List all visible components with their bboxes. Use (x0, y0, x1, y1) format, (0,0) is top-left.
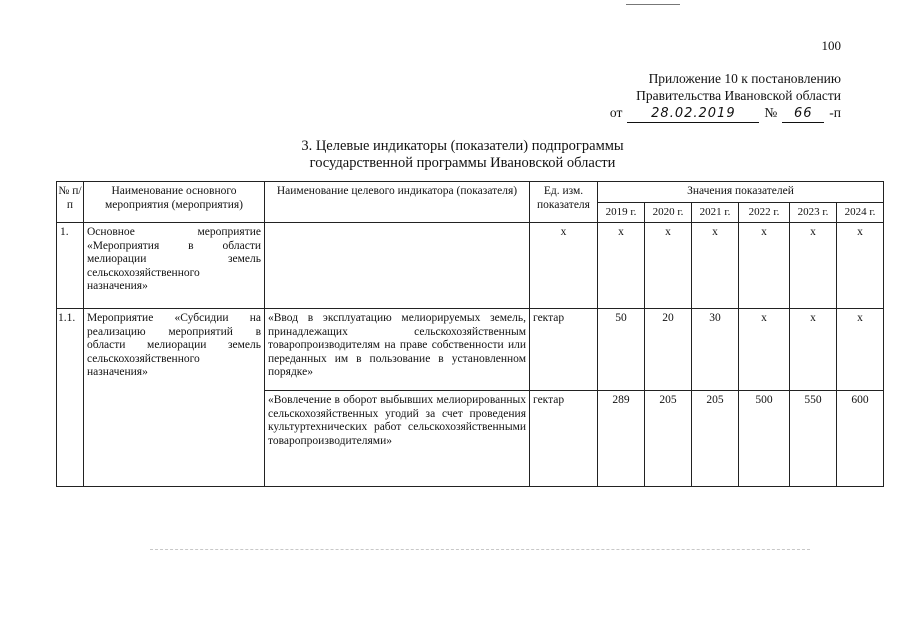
header-year: 2023 г. (790, 202, 837, 223)
appendix-header (610, 70, 841, 123)
title-line-1: 3. Целевые индикаторы (показатели) подпрограммы (301, 138, 624, 154)
row-indicator: «Ввод в эксплуатацию мелиорируемых земель, принадлежащих сельскохозяйственным товаропроизводителям на праве собственности или переданных им в пользование в установленном порядке» (265, 309, 530, 391)
row-value: 20 (645, 309, 692, 391)
row-value: 205 (645, 391, 692, 487)
row-unit: гектар (530, 391, 598, 487)
order-reference (610, 104, 841, 123)
header-year: 2022 г. (739, 202, 790, 223)
row-value: х (739, 309, 790, 391)
header-row (57, 182, 884, 203)
appendix-line-1: Приложение 10 к постановлению (648, 71, 841, 86)
row-value: х (645, 223, 692, 309)
order-suffix: -п (829, 105, 841, 120)
row-value: 550 (790, 391, 837, 487)
header-num: № п/п (57, 182, 84, 223)
row-event: Основное мероприятие «Мероприятия в области мелиорации земель сельскохозяйственного назначения» (84, 223, 265, 309)
row-num: 1.1. (57, 309, 84, 487)
row-value: х (692, 223, 739, 309)
row-value: 500 (739, 391, 790, 487)
scan-artifact-line (150, 549, 810, 550)
section-title (0, 138, 905, 172)
row-value: 289 (598, 391, 645, 487)
row-value: х (790, 309, 837, 391)
row-value: х (739, 223, 790, 309)
header-indicator: Наименование целевого индикатора (показателя) (265, 182, 530, 223)
row-value: х (837, 223, 884, 309)
header-year: 2019 г. (598, 202, 645, 223)
row-value: х (837, 309, 884, 391)
row-value: 600 (837, 391, 884, 487)
appendix-line-2: Правительства Ивановской области (636, 88, 841, 103)
row-unit: х (530, 223, 598, 309)
row-event: Мероприятие «Субсидии на реализацию мероприятий в области мелиорации земель сельскохозяйственного назначения» (84, 309, 265, 487)
row-unit: гектар (530, 309, 598, 391)
row-value: 50 (598, 309, 645, 391)
scan-mark-line (626, 4, 680, 5)
from-label: от (609, 105, 623, 120)
header-event: Наименование основного мероприятия (мероприятия) (84, 182, 265, 223)
row-value: 205 (692, 391, 739, 487)
row-value: 30 (692, 309, 739, 391)
row-indicator (265, 223, 530, 309)
indicators-table (56, 181, 884, 487)
table-row (57, 309, 884, 391)
row-indicator: «Вовлечение в оборот выбывших мелиорированных сельскохозяйственных угодий за счет проведения культуртехнических работ сельскохозяйственными товаропроизводителями» (265, 391, 530, 487)
header-year: 2020 г. (645, 202, 692, 223)
row-value: х (790, 223, 837, 309)
page-number: 100 (821, 38, 841, 53)
row-value: х (598, 223, 645, 309)
header-year: 2021 г. (692, 202, 739, 223)
order-number: 66 (782, 105, 824, 123)
title-line-2: государственной программы Ивановской области (309, 155, 616, 171)
row-num: 1. (57, 223, 84, 309)
header-unit: Ед. изм. показателя (530, 182, 598, 223)
number-sign: № (764, 105, 778, 120)
header-year: 2024 г. (837, 202, 884, 223)
order-date: 28.02.2019 (627, 105, 759, 123)
table-row (57, 223, 884, 309)
header-values: Значения показателей (598, 182, 884, 203)
